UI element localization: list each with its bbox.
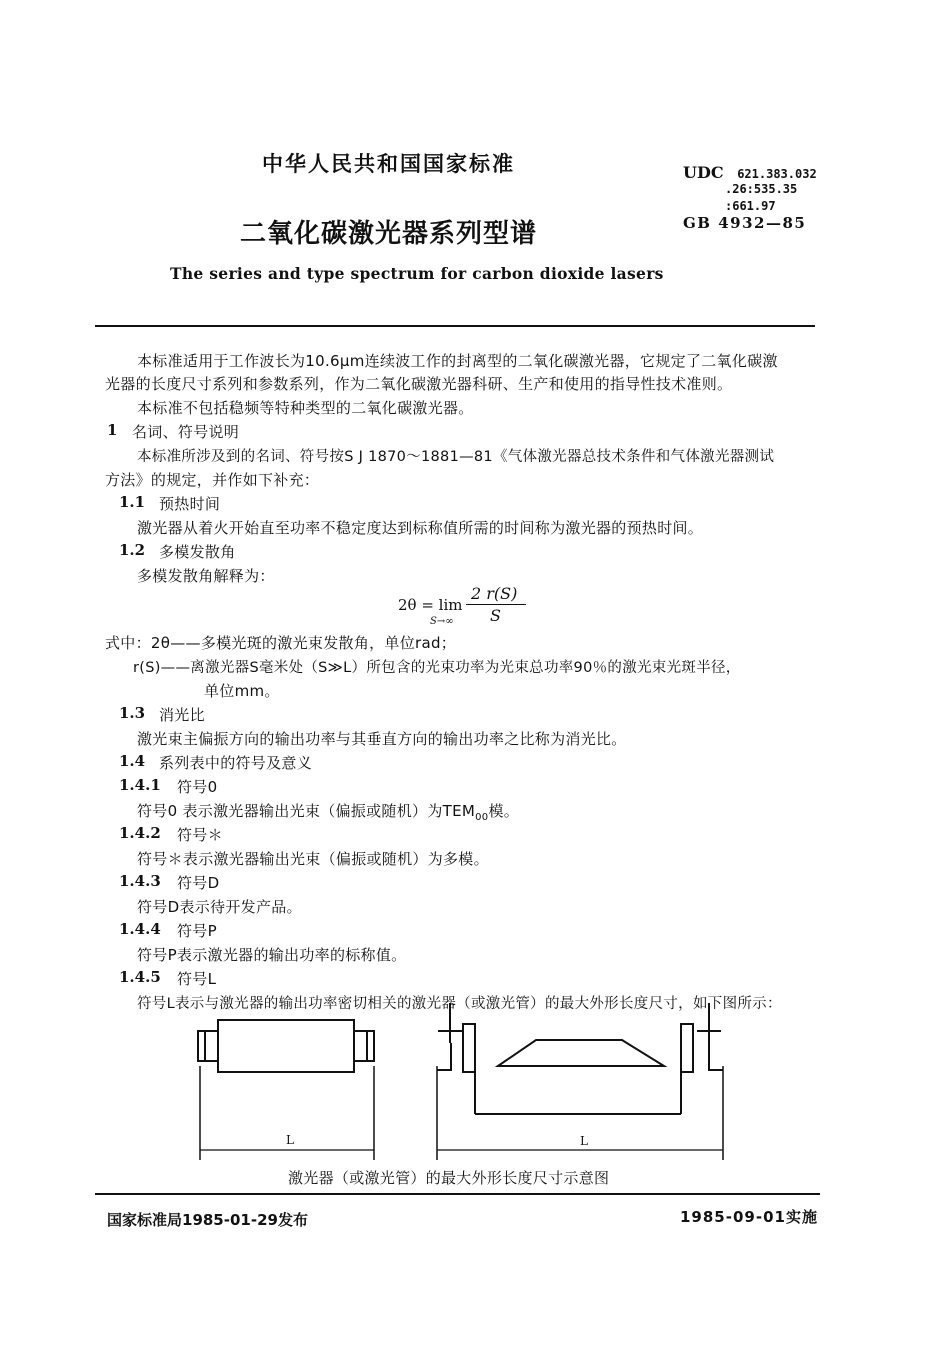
formula-denominator: S	[490, 606, 501, 625]
tem-subscript: 00	[475, 812, 489, 823]
section-1-1-text: 激光器从着火开始直至功率不稳定度达到标称值所需的时间称为激光器的预热时间。	[137, 519, 704, 537]
section-1-2-title: 多模发散角	[159, 543, 236, 561]
section-1-1-title: 预热时间	[159, 495, 221, 513]
formula-subscript: S→∞	[430, 616, 454, 627]
udc-line1: 621.383.032	[737, 167, 817, 181]
left-length-label: L	[286, 1133, 294, 1147]
issued-date: 国家标准局1985-01-29发布	[107, 1211, 308, 1229]
section-1-4-2-text: 符号＊表示激光器输出光束（偏振或随机）为多模。	[137, 850, 489, 868]
section-1-4-4-text: 符号P表示激光器的输出功率的标称值。	[137, 946, 407, 964]
english-title: The series and type spectrum for carbon dioxide lasers	[170, 264, 664, 283]
section-1-4-5-title: 符号L	[177, 970, 217, 988]
section-1-4-4-title: 符号P	[177, 922, 217, 940]
section-1-2-number: 1.2	[119, 541, 146, 559]
formula-lhs: 2θ = lim	[398, 596, 463, 614]
section-1-4-1-title: 符号0	[177, 778, 218, 796]
section-1-number: 1	[107, 421, 118, 439]
intro-line2: 光器的长度尺寸系列和参数系列，作为二氧化碳激光器科研、生产和使用的指导性技术准则。	[105, 375, 733, 393]
section-1-4-1-number: 1.4.1	[119, 776, 161, 794]
udc-label: UDC	[683, 163, 724, 182]
udc-line3: :661.97	[725, 199, 776, 213]
effective-date: 1985-09-01实施	[680, 1208, 818, 1226]
intro-line3: 本标准不包括稳频等特种类型的二氧化碳激光器。	[137, 399, 474, 417]
gb-number: GB 4932—85	[683, 214, 807, 232]
section-1-text-line2: 方法》的规定，并作如下补充：	[105, 471, 320, 489]
section-1-4-number: 1.4	[119, 752, 146, 770]
section-1-4-2-number: 1.4.2	[119, 824, 161, 842]
where-line1: 式中：2θ——多模光斑的激光束发散角，单位rad；	[105, 634, 457, 652]
section-1-4-5-number: 1.4.5	[119, 968, 161, 986]
section-1-4-3-text: 符号D表示待开发产品。	[137, 898, 302, 916]
section-1-4-1-text-a: 符号0 表示激光器输出光束（偏振或随机）为TEM	[137, 802, 476, 820]
where-line2: r(S)——离激光器S毫米处（S≫L）所包含的光束功率为光束总功率90％的激光束光斑半径，	[133, 660, 741, 676]
section-1-3-number: 1.3	[119, 704, 146, 722]
section-1-text-line1: 本标准所涉及到的名词、符号按S J 1870～1881—81《气体激光器总技术条件和气体激光器测试	[137, 449, 775, 465]
section-1-3-title: 消光比	[159, 706, 205, 724]
formula-numerator: 2 r(S)	[471, 584, 518, 603]
section-1-4-2-title: 符号＊	[177, 826, 223, 844]
footer-rule	[95, 1193, 820, 1195]
document-title: 二氧化碳激光器系列型谱	[240, 219, 538, 249]
figure-caption: 激光器（或激光管）的最大外形长度尺寸示意图	[288, 1169, 610, 1187]
section-1-4-1-text-b: 模。	[488, 802, 520, 820]
intro-line1: 本标准适用于工作波长为10.6μm连续波工作的封离型的二氧化碳激光器，它规定了二氧化碳激	[137, 352, 778, 370]
section-1-3-text: 激光束主偏振方向的输出功率与其垂直方向的输出功率之比称为消光比。	[137, 730, 627, 748]
section-1-2-text: 多模发散角解释为：	[137, 567, 275, 585]
section-1-1-number: 1.1	[119, 493, 146, 511]
section-1-title: 名词、符号说明	[132, 423, 240, 441]
country-title: 中华人民共和国国家标准	[262, 152, 515, 176]
section-1-4-3-number: 1.4.3	[119, 872, 161, 890]
section-1-4-3-title: 符号D	[177, 874, 220, 892]
right-length-label: L	[580, 1134, 588, 1148]
section-1-4-5-text: 符号L表示与激光器的输出功率密切相关的激光器（或激光管）的最大外形长度尺寸，如下图所示：	[137, 996, 782, 1012]
section-1-4-4-number: 1.4.4	[119, 920, 161, 938]
where-line3: 单位mm。	[204, 682, 280, 700]
udc-line2: .26:535.35	[725, 182, 798, 196]
section-1-4-title: 系列表中的符号及意义	[159, 754, 313, 772]
